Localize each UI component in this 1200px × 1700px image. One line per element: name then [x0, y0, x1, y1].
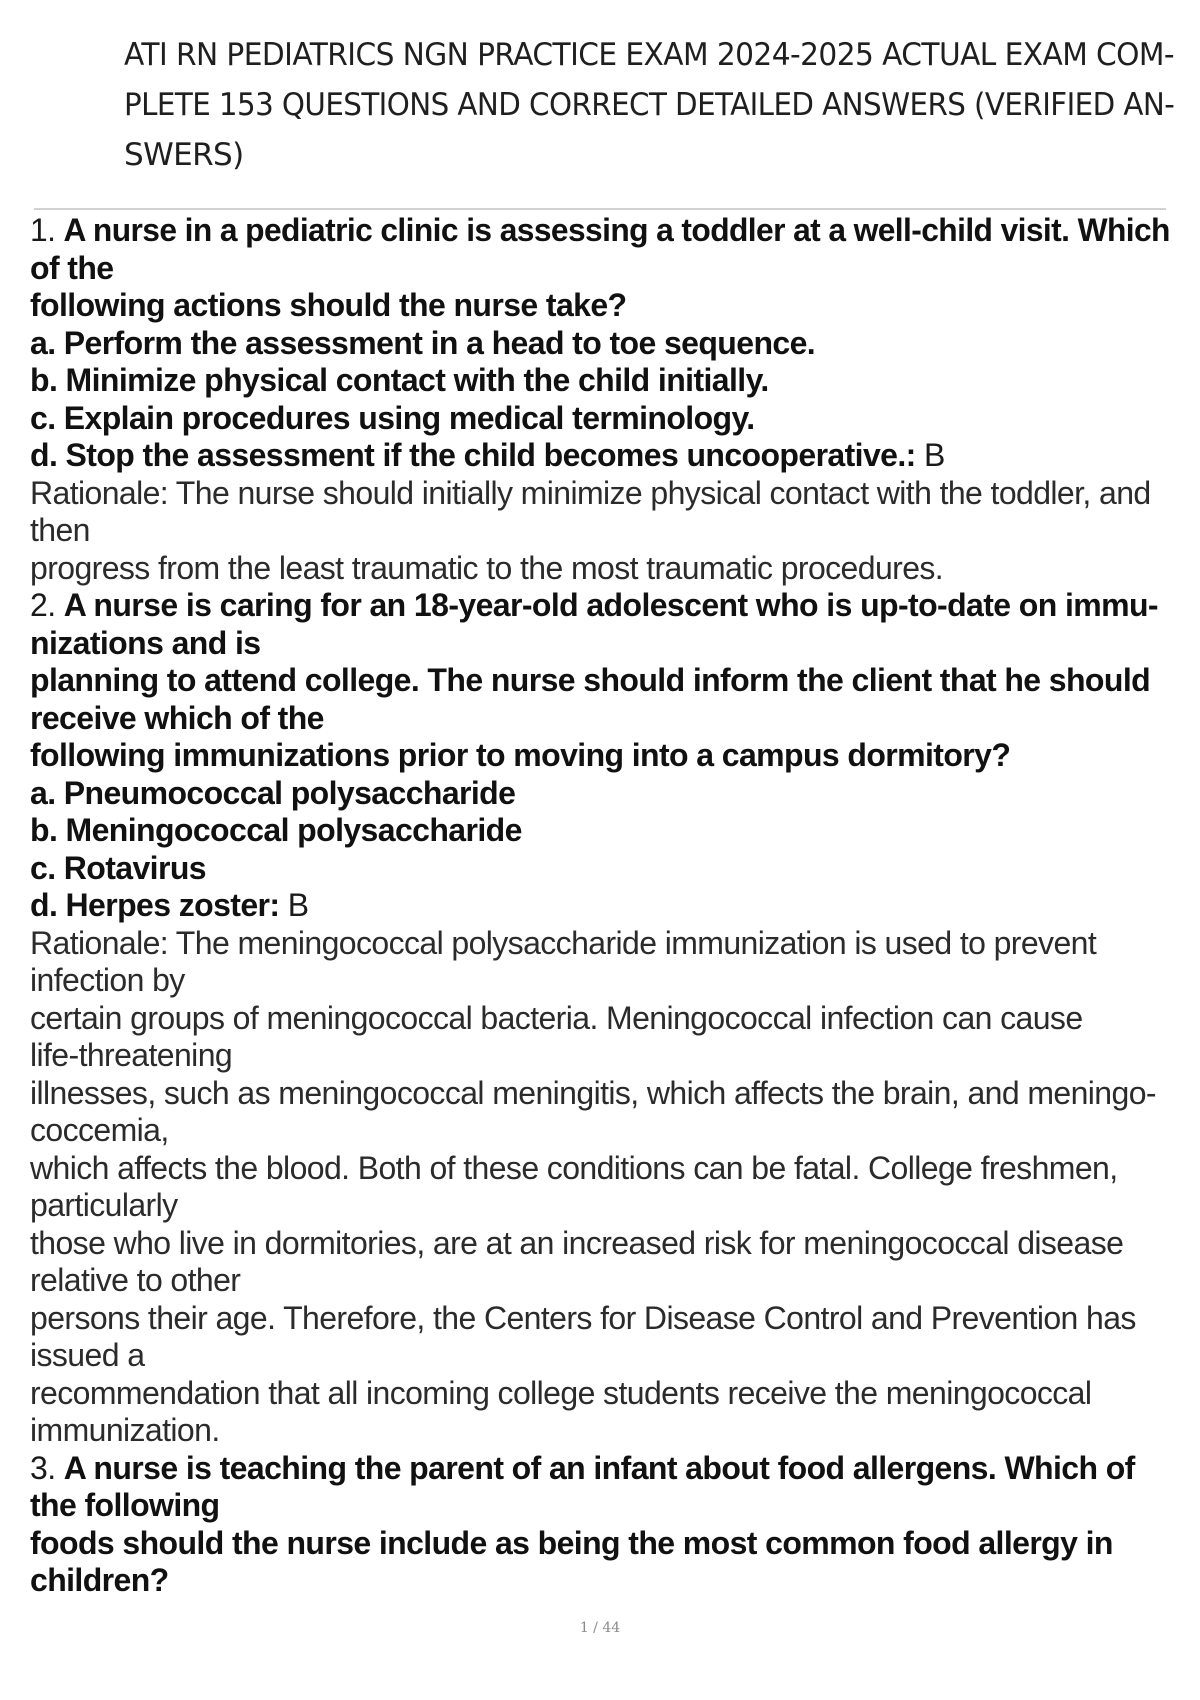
option-b: b. Minimize physical contact with the child initially. [30, 362, 769, 398]
rationale-line: Rationale: The meningococcal polysaccharide immunization is used to prevent [30, 924, 1097, 961]
rationale-line: relative to other [30, 1262, 241, 1298]
question-number: 2. [30, 587, 56, 623]
rationale-line: illnesses, such as meningococcal meningitis, which affects the brain, and meningo- [30, 1074, 1156, 1111]
title-line: ATI RN PEDIATRICS NGN PRACTICE EXAM 2024-2025 ACTUAL EXAM COM- [124, 37, 1175, 73]
option-d [30, 887, 1180, 925]
option-b: b. Meningococcal polysaccharide [30, 812, 522, 848]
page-number: 1 / 44 [579, 1620, 621, 1636]
answer-key: B [915, 437, 945, 473]
question-3-line: the following [30, 1487, 220, 1523]
rationale-line: particularly [30, 1187, 178, 1223]
option-c: c. Rotavirus [30, 849, 206, 886]
rationale-line: recommendation that all incoming college students receive the meningococcal [30, 1374, 1092, 1411]
rationale-line: those who live in dormitories, are at an increased risk for meningococcal disease [30, 1224, 1124, 1261]
question-2-line: nizations and is [30, 624, 261, 661]
question-2-line: following immunizations prior to moving into a campus dormitory? [30, 737, 1011, 773]
header-divider [34, 208, 1166, 210]
rationale-line: progress from the least traumatic to the most traumatic procedures. [30, 549, 944, 586]
rationale-line: coccemia, [30, 1112, 169, 1148]
option-a: a. Pneumococcal polysaccharide [30, 774, 516, 811]
rationale-line: which affects the blood. Both of these conditions can be fatal. College freshmen, [30, 1149, 1118, 1186]
question-text: A nurse in a pediatric clinic is assessing a toddler at a well-child visit. Which [63, 212, 1170, 248]
question-1-line: of the [30, 249, 114, 286]
document-title [124, 30, 1174, 180]
rationale-line: infection by [30, 962, 185, 998]
rationale-line: immunization. [30, 1412, 220, 1448]
question-text: A nurse is caring for an 18-year-old adolescent who is up-to-date on immu- [63, 587, 1158, 623]
option-a: a. Perform the assessment in a head to toe sequence. [30, 324, 816, 361]
rationale-line: then [30, 512, 90, 548]
question-number: 1. [30, 212, 56, 248]
question-3-line: children? [30, 1562, 169, 1598]
title-line: PLETE 153 QUESTIONS AND CORRECT DETAILED ANSWERS (VERIFIED AN- [124, 87, 1175, 123]
option-d-text: d. Herpes zoster: [30, 887, 280, 923]
option-c: c. Explain procedures using medical terminology. [30, 399, 755, 436]
rationale-line: persons their age. Therefore, the Centers for Disease Control and Prevention has [30, 1299, 1136, 1336]
rationale-line: life-threatening [30, 1037, 233, 1073]
option-d-text: d. Stop the assessment if the child becomes uncooperative.: [30, 437, 916, 473]
question-list [30, 212, 1180, 1600]
question-1-line: following actions should the nurse take? [30, 287, 627, 323]
question-2-line: receive which of the [30, 699, 324, 736]
title-line: SWERS) [124, 137, 244, 173]
answer-key: B [279, 887, 309, 923]
question-1-line [30, 212, 1171, 250]
option-d [30, 437, 1180, 475]
question-2-line: planning to attend college. The nurse should inform the client that he should [30, 662, 1151, 698]
question-3-line [30, 1450, 1180, 1488]
rationale-line: issued a [30, 1337, 145, 1373]
question-3-line: foods should the nurse include as being the most common food allergy in [30, 1524, 1113, 1561]
rationale-line: Rationale: The nurse should initially minimize physical contact with the toddler, and [30, 474, 1151, 511]
question-2-line [30, 587, 1180, 625]
question-text: A nurse is teaching the parent of an infant about food allergens. Which of [63, 1449, 1135, 1486]
question-number: 3. [30, 1449, 56, 1486]
rationale-line: certain groups of meningococcal bacteria. Meningococcal infection can cause [30, 999, 1083, 1036]
